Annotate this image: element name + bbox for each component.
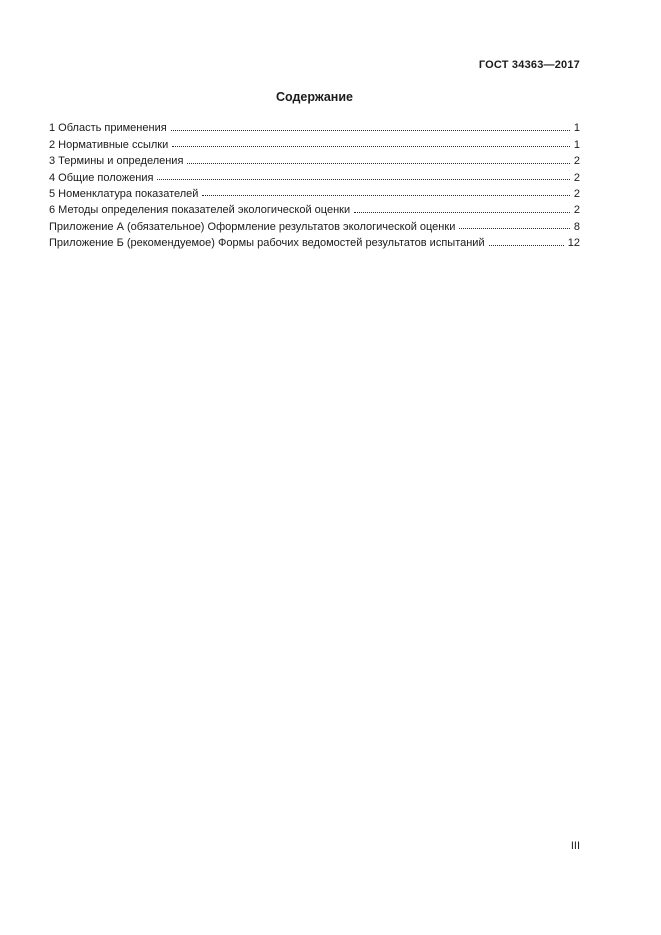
toc-entry-page: 2 [573, 155, 580, 168]
toc-entry-label: 1 Область применения [49, 122, 167, 135]
dot-leader [157, 179, 569, 180]
toc-entry-label: 6 Методы определения показателей экологической оценки [49, 204, 351, 217]
dot-leader [489, 245, 564, 246]
toc-entry-page: 1 [573, 122, 580, 135]
document-code: ГОСТ 34363—2017 [478, 59, 580, 71]
toc-entry [49, 184, 580, 200]
toc-entry [49, 167, 580, 183]
toc-entry [49, 118, 580, 134]
toc-entry-label: Приложение Б (рекомендуемое) Формы рабочих ведомостей результатов испытаний [49, 237, 485, 250]
dot-leader [459, 228, 570, 229]
toc-entry [49, 134, 580, 150]
toc-entry-page: 2 [573, 187, 580, 200]
toc-entry-page: 2 [573, 204, 580, 217]
page-title: Содержание [275, 90, 353, 104]
toc-entry [49, 200, 580, 216]
dot-leader [172, 146, 570, 147]
toc-entry-label: Приложение А (обязательное) Оформление результатов экологической оценки [49, 220, 456, 233]
toc-entry [49, 151, 580, 167]
toc-entry-page: 1 [573, 138, 580, 151]
toc-entry-page: 12 [567, 237, 580, 250]
toc-entry [49, 233, 580, 249]
table-of-contents [49, 118, 580, 249]
dot-leader [171, 130, 570, 131]
toc-entry-label: 3 Термины и определения [49, 155, 184, 168]
dot-leader [202, 195, 569, 196]
page-number: III [570, 840, 580, 852]
dot-leader [187, 163, 569, 164]
toc-entry-label: 2 Нормативные ссылки [49, 138, 169, 151]
toc-entry-label: 5 Номенклатура показателей [49, 187, 199, 200]
toc-entry-page: 2 [573, 171, 580, 184]
dot-leader [354, 212, 570, 213]
toc-entry-label: 4 Общие положения [49, 171, 154, 184]
toc-entry-page: 8 [573, 220, 580, 233]
toc-entry [49, 216, 580, 232]
